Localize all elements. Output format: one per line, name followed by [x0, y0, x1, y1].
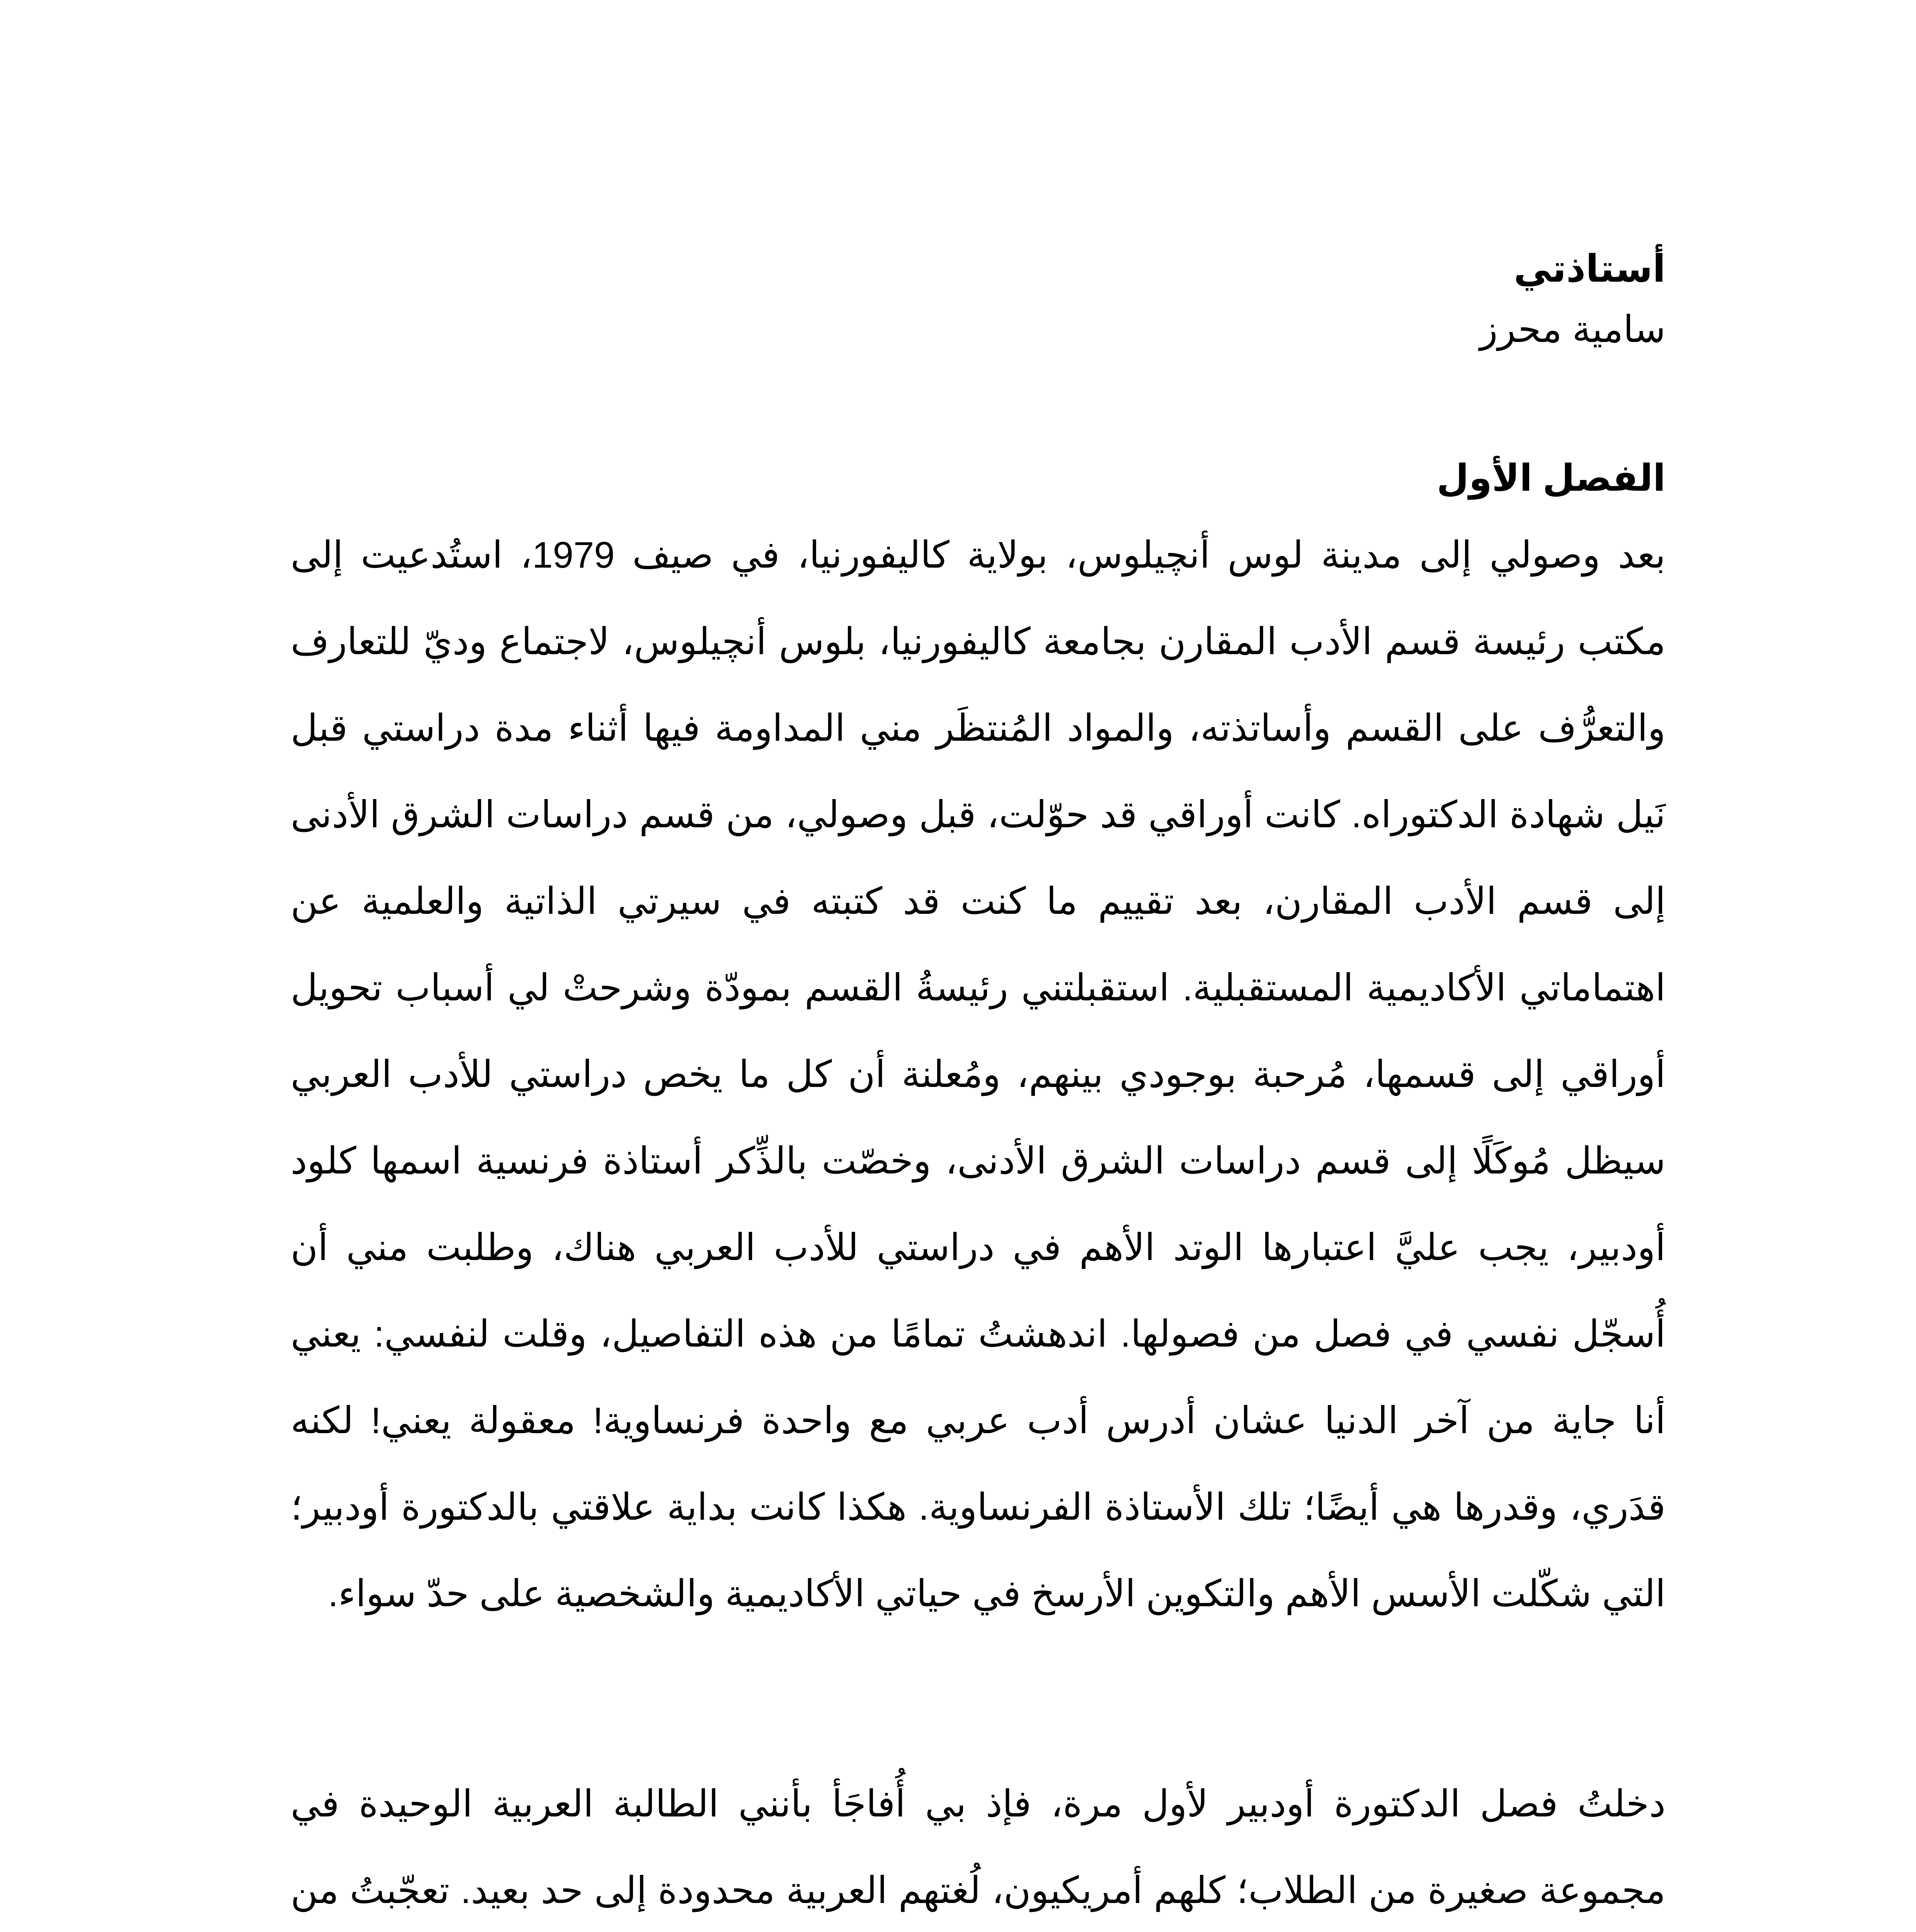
book-title: أستاذتي: [1513, 247, 1666, 290]
paragraph: بعد وصولي إلى مدينة لوس أنچيلوس، بولاية كاليفورنيا، في صيف 1979، استُدعيت إلى مكتب رئيسة قسم الأدب المقارن بجامعة كاليفورنيا، بلوس أنچيلوس، لاجتماع وديّ للتعارف والتعرُّف على القسم وأساتذته، والمواد المُنتظَر مني المداومة فيها أثناء مدة دراستي قبل نَيل شهادة الدكتوراه. كانت أوراقي قد حوّلت، قبل وصولي، من قسم دراسات الشرق الأدنى إلى قسم الأدب المقارن، بعد تقييم ما كنت قد كتبته في سيرتي الذاتية والعلمية عن اهتماماتي الأكاديمية المستقبلية. استقبلتني رئيسةُ القسم بمودّة وشرحتْ لي أسباب تحويل أوراقي إلى قسمها، مُرحبة بوجودي بينهم، ومُعلنة أن كل ما يخص دراستي للأدب العربي سيظل مُوكَلًا إلى قسم دراسات الشرق الأدنى، وخصّت بالذِّكر أستاذة فرنسية اسمها كلود أودبير، يجب عليَّ اعتبارها الوتد الأهم في دراستي للأدب العربي هناك، وطلبت مني أن أُسجّل نفسي في فصل من فصولها. اندهشتُ تمامًا من هذه التفاصيل، وقلت لنفسي: يعني أنا جاية من آخر الدنيا عشان أدرس أدب عربي مع واحدة فرنساوية! معقولة يعني! لكنه قدَري، وقدرها هي أيضًا؛ تلك الأستاذة الفرنساوية. هكذا كانت بداية علاقتي بالدكتورة أودبير؛ التي شكّلت الأسس الأهم والتكوين الأرسخ في حياتي الأكاديمية والشخصية على حدّ سواء.: [291, 534, 1666, 1614]
paragraph: دخلتُ فصل الدكتورة أودبير لأول مرة، فإذ بي أُفاجَأ بأنني الطالبة العربية الوحيدة في مجموعة صغيرة من الطلاب؛ كلهم أمريكيون، لُغتهم العربية محدودة إلى حد بعيد. تعجّبتُ من: [291, 1783, 1666, 1911]
page-content: [291, 243, 1666, 1932]
chapter-heading: الفصل الأول: [1436, 457, 1666, 499]
author-name: سامية محرز: [1480, 309, 1666, 350]
